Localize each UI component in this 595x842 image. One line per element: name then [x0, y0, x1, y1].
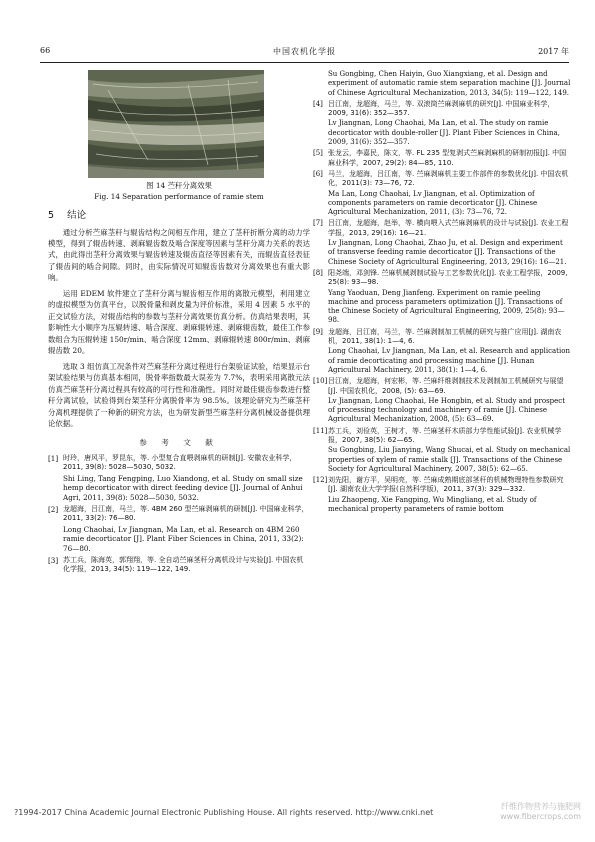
references-heading: 参 考 文 献	[139, 438, 219, 448]
figure-caption-cn: 图 14 苎秆分离效果	[146, 181, 212, 190]
reference-text-cn: 吕江南，龙超海，赵举，等. 横向喂入式苎麻剥麻机的设计与试验[J]. 农业工程学报，2013, 29(16): 16—21.	[328, 219, 569, 237]
reference-text-cn: 马兰，龙超海，吕江南，等. 苎麻剥麻机主要工作部件的参数优化[J]. 中国农机化，2011(3): 73—76, 72.	[328, 169, 569, 188]
reference-number: [11]	[313, 426, 328, 435]
reference-item	[313, 100, 571, 147]
reference-item	[313, 377, 571, 424]
figure-caption-en: Fig. 14 Separation performance of ramie stem	[94, 191, 264, 201]
reference-text-en: Su Gongbing, Liu Jianying, Wang Shucai, et al. Study on mechanical properties of xylem of ramie stalk [J]. Transactions of the Chinese Society for Agricultural Machinery, 2007, 38(5): 62—65.	[328, 446, 571, 473]
reference-number: [8]	[313, 268, 323, 277]
reference-item	[48, 454, 310, 503]
reference-text-en: Lv Jiangnan, Long Chaohai, Zhao Ju, et al. Design and experiment of transverse feeding ramie decorticator [J]. Transactions of the Chinese Society of Agricultural Engineering, 2013, 29(16): 16—21.	[328, 239, 567, 266]
reference-number: [10]	[313, 377, 328, 386]
reference-item	[48, 556, 310, 575]
copyright-line: ?1994-2017 China Academic Journal Electronic Publishing House. All rights reserved. http://www.cnki.net	[14, 808, 434, 817]
section-heading	[48, 210, 310, 223]
paragraph: 运用 EDEM 软件建立了茎秆分离与辊齿相互作用的离散元模型，利用建立的虚拟模型为仿真平台，以脱骨量和剥皮量为评价标准，采用 4 因素 5 水平的正交试验方法，对辊齿结构的参数与茎秆分离效果仿真分析。仿真结果表明，其影响性大小顺序为压辊转速、啮合深度、剥麻辊转速、剥麻辊齿数，最佳工作参数组合为压辊转速 150r/min、啮合深度 12mm、剥麻辊转速 800r/min、剥麻辊齿数 20。	[48, 288, 310, 356]
reference-number: [12]	[313, 476, 328, 485]
reference-number: [7]	[313, 219, 323, 228]
reference-item	[313, 170, 571, 217]
reference-text-en: Yang Yaoduan, Deng Jianfeng. Experiment on ramie peeling machine and process parameters optimization [J]. Transactions of the Chinese Society of Agricultural Engineering, 2009, 25(8): 93—98.	[328, 288, 565, 325]
reference-text-cn: 龙超海，吕江南，马兰，等. 苎麻剥制加工机械的研究与推广应用[J]. 湖南农机，2011, 38(1): 1—4, 6.	[328, 327, 562, 346]
reference-continuation: Su Gongbing, Chen Haiyin, Guo Xiangxiang, et al. Design and experiment of automatic ramie stem separation machine [J]. Journal of Chinese Agricultural Mechanization, 2013, 34(5): 119—122, 149.	[328, 70, 571, 97]
reference-text-en: Liu Zhaopeng, Xie Fangping, Wu Mingliang, et al. Study of mechanical property parameters of ramie bottom	[328, 495, 537, 514]
ramie-stem-photo	[88, 70, 264, 178]
reference-item	[313, 149, 571, 168]
reference-item	[313, 269, 571, 326]
reference-text-en: Shi Ling, Tang Fengping, Luo Xiandong, et al. Study on small size hemp decorticator with direct feeding device [J]. Journal of Anhui Agri, 2011, 39(8): 5028—5030, 5032.	[63, 473, 303, 503]
reference-text-en: Ma Lan, Long Chaohai, Lv Jiangnan, et al. Optimization of components parameters on ramie decorticator [J]. Chinese Agricultural Mechanization, 2011, (3): 73—76, 72.	[328, 189, 538, 217]
reference-text-cn: 刘先阳，谢方平，吴明亮，等. 苎麻成熟期底部茎秆的机械物理特性参数研究[J]. 湖南农业大学学报(自然科学版)，2011, 37(3): 329—332.	[328, 476, 564, 494]
reference-number: [4]	[313, 99, 323, 108]
reference-item	[48, 505, 310, 554]
reference-number: [6]	[313, 169, 323, 178]
page-footer	[14, 802, 581, 821]
reference-text-en: Long Chaohai, Lv Jiangnan, Ma Lan, et al. Research and application of ramie decorticating and processing machine [J]. Hunan Agricultural Machinery, 2011, 38(1): 1—4, 6.	[328, 347, 570, 374]
reference-text-cn: 吕江南，龙超海，马兰，等. 双滚筒苎麻剥麻机的研究[J]. 中国麻业科学，2009, 31(6): 352—357.	[328, 99, 555, 118]
section-title: 结论	[67, 209, 87, 221]
left-column	[48, 70, 310, 770]
paragraph: 选取 3 组仿真工况条件对苎麻茎秆分离过程进行台架验证试验，结果显示台架试验结果与仿真基本相同，脱骨率指数最大误差为 7.7%，表明采用离散元法仿真苎麻茎秆分离过程具有较高的可行性和准确性。同时对最佳辊齿参数进行整秆分离试验，试验得到台架茎秆分离脱骨率为 98.5%。该理论研究为苎麻茎秆分离机理提供了一种新的研究方法，也为研发新型苎麻茎秆分离机械设备提供理论依据。	[48, 361, 310, 429]
reference-text-en: Lv Jiangnan, Long Chaohai, Ma Lan, et al. The study on ramie decorticator with double-roller [J]. Plant Fiber Sciences in China, 2009, 31(6): 352—357.	[328, 119, 560, 147]
figure-photo	[88, 70, 264, 178]
right-column	[313, 70, 571, 770]
reference-number: [1]	[48, 453, 59, 463]
watermark: 纤维作物营养与施肥网 www.fibercrops.com	[500, 802, 581, 821]
header-rule	[40, 62, 569, 63]
reference-item	[313, 328, 571, 375]
journal-title: 中国农机化学报	[273, 47, 336, 56]
page-header	[40, 46, 569, 60]
reference-number: [2]	[48, 504, 59, 514]
reference-text-cn: 时玲，唐风平，罗昆东，等. 小型复合直喂剥麻机的研制[J]. 安徽农业科学，2011, 39(8): 5028—5030, 5032.	[63, 453, 297, 472]
reference-item	[313, 219, 571, 266]
reference-item	[313, 427, 571, 474]
header-year: 2017 年	[538, 47, 569, 56]
reference-text-cn: 龙超海，吕江南，马兰，等. 4BM 260 型苎麻剥麻机的研制[J]. 中国麻业科学，2011, 33(2): 76—80.	[63, 504, 309, 523]
reference-number: [3]	[48, 555, 59, 565]
reference-text-cn: 吕江南，龙超海，何宏彬，等. 苎麻纤维剥制技术及剥制加工机械研究与展望[J]. 中国农机化，2008, (5): 63—69.	[328, 377, 564, 395]
reference-number: [9]	[313, 327, 323, 336]
reference-text-en: Long Chaohai, Lv Jiangnan, Ma Lan, et al. Research on 4BM 260 ramie decorticator [J]. Plant Fiber Sciences in China, 2011, 33(2): 76—80.	[63, 524, 304, 554]
reference-text-cn: 苏工兵，陈海英，郭翔翔，等. 全自动苎麻茎秆分离机设计与实验[J]. 中国农机化学报，2013, 34(5): 119—122, 149.	[63, 555, 304, 574]
reference-text-en: Lv Jiangnan, Long Chaohai, He Hongbin, et al. Study and prospect of processing technology and machinery of ramie [J]. Chinese Agricultural Mechanization, 2008, (5): 63—69.	[328, 396, 566, 424]
reference-text-cn: 阳尧端，邓剑锋. 苎麻机械剥制试验与工艺参数优化[J]. 农业工程学报，2009, 25(8): 93—98.	[328, 268, 568, 287]
references-list-right	[313, 100, 571, 514]
reference-text-cn: 张龙云，李嘉民，陈文，等. FL 235 型复剥式苎麻剥麻机的研制初报[J]. 中国麻业科学，2007, 29(2): 84—85, 110.	[328, 149, 567, 167]
page-number: 66	[40, 46, 51, 55]
reference-number: [5]	[313, 149, 323, 158]
references-list-left	[48, 454, 310, 575]
paragraph: 通过分析苎麻茎秆与辊齿结构之间相互作用，建立了茎秆折断分离的动力学模型，得到了辊齿转速、剥麻辊齿数及啮合深度等因素与茎秆分离力关系的表达式，由此得出茎秆分离效果与辊齿转速及辊齿直径等因素有关，而辊齿直径表征了辊齿间的啮合间隙。同时，由实际情况可知辊齿齿数对分离效果也有重大影响。	[48, 227, 310, 283]
section-number: 5	[48, 209, 55, 221]
reference-text-cn: 苏工兵，刘俭英，王树才，等. 苎麻茎秆木质部力学性能试验[J]. 农业机械学报，2007, 38(5): 62—65.	[328, 426, 562, 444]
reference-item	[313, 476, 571, 514]
